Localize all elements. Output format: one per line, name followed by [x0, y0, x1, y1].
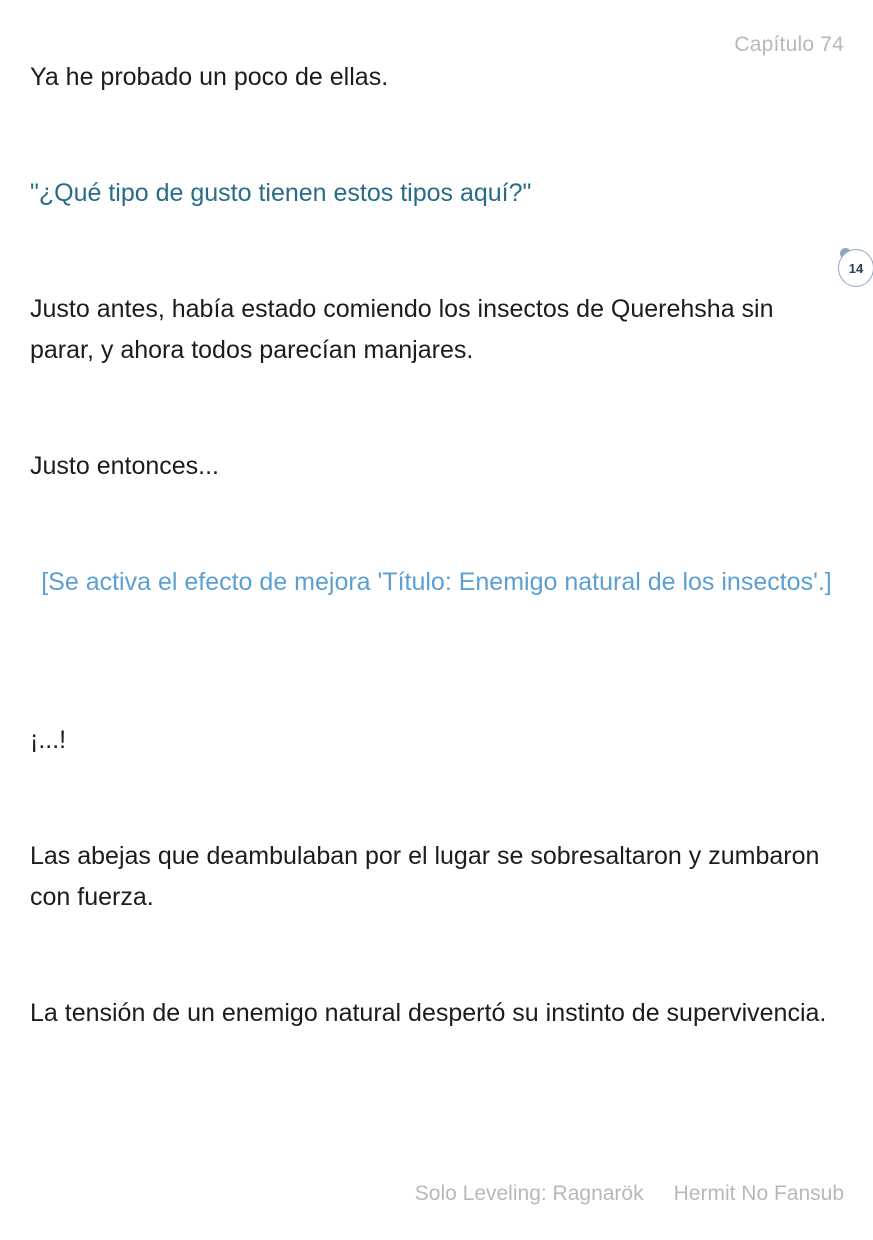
paragraph-narration: ¡...! — [30, 726, 67, 754]
footer-translator: Hermit No Fansub — [673, 1182, 844, 1205]
paragraph-narration: Justo antes, había estado comiendo los insectos de Querehsha sin parar, y ahora todos parecían manjares. — [30, 295, 774, 364]
chapter-label: Capítulo 74 — [734, 33, 844, 56]
paragraph-narration: La tensión de un enemigo natural despertó su instinto de supervivencia. — [30, 999, 827, 1027]
page-number-badge[interactable] — [838, 249, 873, 287]
paragraph-system-message: [Se activa el efecto de mejora 'Título: Enemigo natural de los insectos'.] — [41, 568, 832, 596]
paragraph-dialogue: "¿Qué tipo de gusto tienen estos tipos aquí?" — [30, 179, 532, 207]
footer — [415, 1182, 844, 1206]
paragraph-narration: Las abejas que deambulaban por el lugar se sobresaltaron y zumbaron con fuerza. — [30, 842, 820, 911]
footer-novel-title: Solo Leveling: Ragnarök — [414, 1182, 644, 1205]
paragraph-narration: Ya he probado un poco de ellas. — [30, 63, 389, 91]
paragraph-narration: Justo entonces... — [30, 452, 220, 480]
page-number: 14 — [848, 260, 864, 276]
